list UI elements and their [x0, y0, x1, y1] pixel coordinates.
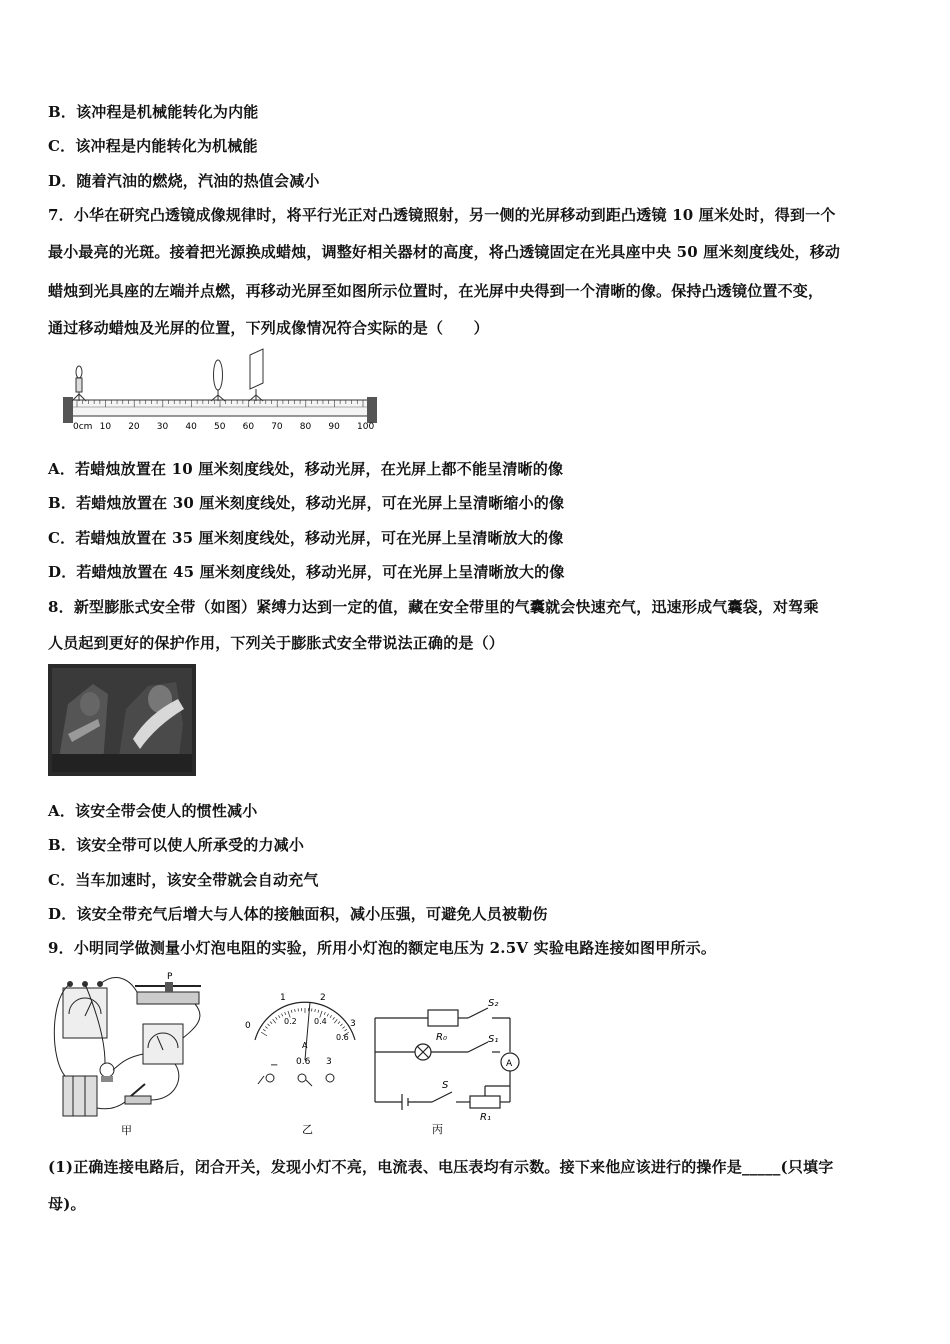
dial-tick [333, 1017, 335, 1019]
q7-stem-line2: 最小最亮的光斑。接着把光源换成蜡烛，调整好相关器材的高度，将凸透镜固定在光具座中央 50 厘米刻度线处，移动 [48, 243, 841, 261]
ruler-label: 30 [156, 422, 169, 432]
q7-option-d: D．若蜡烛放置在 45 厘米刻度线处，移动光屏，可在光屏上呈清晰放大的像 [48, 563, 565, 581]
dial-needle [305, 1002, 310, 1060]
dial-tick [291, 1010, 292, 1013]
light-screen [249, 349, 263, 401]
terminal-06: 0.6 [296, 1057, 311, 1067]
dial-tick [327, 1014, 328, 1017]
label-s2: S₂ [488, 998, 499, 1009]
q8-option-b: B．该安全带可以使人所承受的力减小 [48, 836, 305, 854]
q7-stem-line3: 蜡烛到光具座的左端并点燃，再移动光屏至如图所示位置时，在光屏中央得到一个清晰的像。保持凸透镜位置不变， [48, 282, 824, 300]
switch [125, 1084, 151, 1104]
caption-yi: 乙 [302, 1123, 313, 1136]
dial-unit-a: A [302, 1041, 308, 1050]
terminal-neg: − [270, 1060, 279, 1071]
bulb [100, 1063, 114, 1082]
q9-sub1-line2: 母)。 [48, 1195, 86, 1213]
ruler-label: 10 [99, 422, 112, 432]
ruler-label: 80 [299, 422, 312, 432]
dial-tick [345, 1029, 347, 1031]
q7-stem-line4: 通过移动蜡烛及光屏的位置，下列成像情况符合实际的是（ ） [48, 319, 489, 337]
q8-stem-line2: 人员起到更好的保护作用，下列关于膨胀式安全带说法正确的是（） [48, 634, 505, 652]
ruler-label: 60 [242, 422, 255, 432]
dial-tick [342, 1027, 344, 1029]
dial-tick [340, 1024, 342, 1026]
optical-bench-figure [55, 345, 385, 435]
circuit-photo-jia [45, 968, 215, 1138]
dial-tick [278, 1015, 280, 1018]
q7-option-b: B．若蜡烛放置在 30 厘米刻度线处，移动光屏，可在光屏上呈清晰缩小的像 [48, 494, 565, 512]
q8-option-c: C．当车加速时，该安全带就会自动充气 [48, 871, 319, 889]
ruler-label: 40 [185, 422, 197, 432]
q8-stem-line1: 8．新型膨胀式安全带（如图）紧缚力达到一定的值，藏在安全带里的气囊就会快速充气，迅速形成气囊袋，对驾乘 [48, 598, 819, 616]
label-ammeter: A [506, 1059, 513, 1069]
rheostat [135, 972, 201, 1004]
dial-tick [334, 1019, 337, 1023]
q7-stem-line1: 7．小华在研究凸透镜成像规律时，将平行光正对凸透镜照射，另一侧的光屏移动到距凸透镜 10 厘米处时，得到一个 [48, 206, 836, 224]
candle [72, 366, 86, 401]
bench-right-end [367, 397, 377, 423]
q7-option-a: A．若蜡烛放置在 10 厘米刻度线处，移动光屏，在光屏上都不能呈清晰的像 [48, 460, 564, 478]
label-s: S [442, 1080, 449, 1091]
dial-label-02: 0.2 [284, 1017, 297, 1026]
ruler-label: 20 [128, 422, 140, 432]
ammeter-dial-yi [240, 990, 370, 1140]
caption-bing: 丙 [432, 1123, 443, 1136]
dial-tick [268, 1024, 270, 1026]
label-s1: S₁ [488, 1034, 499, 1045]
dial-tick [263, 1029, 265, 1031]
q7-option-c: C．若蜡烛放置在 35 厘米刻度线处，移动光屏，可在光屏上呈清晰放大的像 [48, 529, 564, 547]
dial-tick [265, 1027, 267, 1029]
ruler-label: 0cm [73, 422, 93, 432]
dial-label-04: 0.4 [314, 1017, 327, 1026]
q8-option-d: D．该安全带充气后增大与人体的接触面积，减小压强，可避免人员被勒伤 [48, 905, 548, 923]
dial-tick [276, 1017, 278, 1019]
bench-left-end [63, 397, 73, 423]
dial-tick [324, 1012, 325, 1015]
caption-jia: 甲 [121, 1124, 132, 1137]
dial-label-3: 3 [350, 1019, 356, 1029]
circuit-diagram-bing [370, 990, 530, 1140]
dial-tick [285, 1012, 286, 1015]
dial-tick [315, 1009, 316, 1012]
q8-option-a: A．该安全带会使人的惯性减小 [48, 802, 258, 820]
ruler-label: 90 [328, 422, 340, 432]
q6-option-b: B．该冲程是机械能转化为内能 [48, 103, 259, 121]
battery [63, 1076, 97, 1116]
q6-option-d: D．随着汽油的燃烧，汽油的热值会减小 [48, 172, 320, 190]
q9-stem: 9．小明同学做测量小灯泡电阻的实验，所用小灯泡的额定电压为 2.5V 实验电路连接如图甲所示。 [48, 939, 717, 957]
ammeter [143, 1024, 183, 1064]
dial-tick [330, 1015, 332, 1018]
dial-label-0: 0 [245, 1021, 251, 1031]
ruler-label: 50 [214, 422, 226, 432]
dial-tick [338, 1022, 340, 1024]
convex-lens [211, 360, 225, 401]
seatbelt-photo [48, 664, 196, 776]
dial-label-06: 0.6 [336, 1033, 349, 1042]
dial-label-2: 2 [320, 993, 326, 1003]
q9-sub1-line1: (1)正确连接电路后，闭合开关，发现小灯不亮，电流表、电压表均有示数。接下来他应该进行的操作是_____(只填字 [48, 1158, 834, 1176]
dial-tick [318, 1010, 319, 1013]
dial-tick [261, 1032, 267, 1036]
q6-option-c: C．该冲程是内能转化为机械能 [48, 137, 258, 155]
dial-tick [295, 1009, 296, 1012]
dial-label-1: 1 [280, 993, 286, 1003]
ruler-label: 100 [357, 422, 375, 432]
label-r0: R₀ [436, 1032, 447, 1043]
dial-tick [273, 1019, 276, 1023]
label-r1: R₁ [480, 1112, 491, 1123]
ruler-label: 70 [271, 422, 283, 432]
terminal-3: 3 [326, 1057, 332, 1067]
slider-label: P [167, 972, 173, 982]
dial-tick [270, 1022, 272, 1024]
dial-tick [281, 1014, 282, 1017]
